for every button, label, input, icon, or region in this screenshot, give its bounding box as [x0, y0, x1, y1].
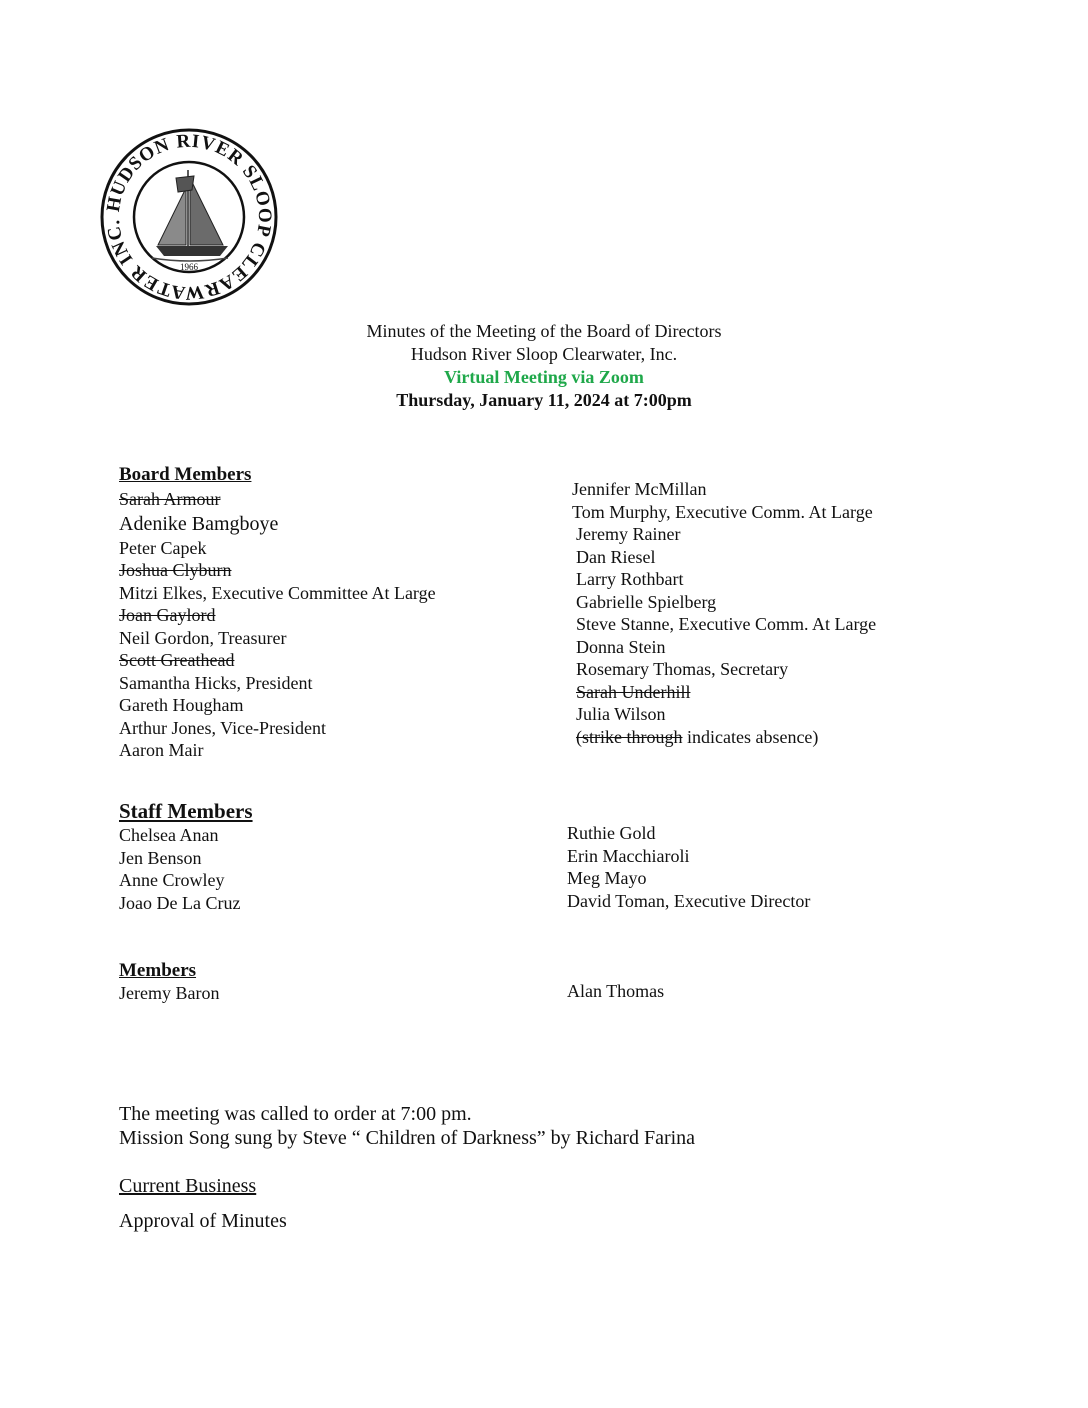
list-item: Anne Crowley — [119, 870, 225, 890]
staff-list-right — [567, 822, 810, 912]
list-item: Gabrielle Spielberg — [576, 591, 717, 612]
list-item: Meg Mayo — [567, 868, 647, 888]
members-heading: Members — [119, 960, 197, 981]
list-item: Joan Gaylord — [119, 605, 216, 625]
list-item: Erin Macchiaroli — [567, 845, 690, 866]
list-item: Aaron Mair — [119, 740, 204, 760]
list-item: Jeremy Baron — [119, 983, 220, 1003]
board-members-heading: Board Members — [119, 464, 252, 485]
absence-legend — [572, 726, 876, 749]
current-business-heading: Current Business — [119, 1175, 257, 1197]
list-item: Donna Stein — [576, 636, 666, 657]
list-item: Sarah Underhill — [576, 681, 691, 702]
staff-list-left — [119, 824, 240, 914]
list-item: Tom Murphy, Executive Comm. At Large — [572, 501, 873, 522]
absence-legend-rest: indicates absence) — [682, 726, 819, 747]
mission-song: Mission Song sung by Steve “ Children of Darkness” by Richard Farina — [119, 1127, 696, 1149]
list-item: Neil Gordon, Treasurer — [119, 627, 287, 648]
list-item: Dan Riesel — [576, 546, 656, 567]
approval-of-minutes: Approval of Minutes — [119, 1210, 287, 1232]
list-item: Samantha Hicks, President — [119, 672, 313, 693]
list-item: Peter Capek — [119, 537, 207, 558]
list-item: Jen Benson — [119, 847, 202, 868]
list-item: Scott Greathead — [119, 650, 235, 670]
staff-members-heading: Staff Members — [119, 799, 253, 823]
list-item: Alan Thomas — [567, 981, 665, 1001]
svg-text:HUDSON RIVER SLOOP CLEARWATER — [103, 131, 275, 304]
list-item: Chelsea Anan — [119, 825, 219, 845]
board-list-right — [572, 478, 876, 748]
list-item: Joshua Clyburn — [119, 560, 232, 580]
list-item: Larry Rothbart — [576, 569, 684, 589]
list-item: Jeremy Rainer — [576, 524, 681, 544]
logo-year: 1966 — [180, 262, 198, 272]
list-item: Arthur Jones, Vice-President — [119, 717, 327, 738]
meeting-date: Thursday, January 11, 2024 at 7:00pm — [396, 390, 692, 410]
list-item: Gareth Hougham — [119, 695, 244, 715]
board-list-left — [119, 488, 436, 762]
list-item: Adenike Bamgboye — [119, 512, 279, 535]
list-item: Joao De La Cruz — [119, 892, 241, 913]
doc-title-line1: Minutes of the Meeting of the Board of Directors — [366, 321, 722, 341]
list-item: David Toman, Executive Director — [567, 890, 811, 911]
call-to-order: The meeting was called to order at 7:00 pm. — [119, 1103, 472, 1125]
list-item: Rosemary Thomas, Secretary — [576, 659, 789, 679]
meeting-format: Virtual Meeting via Zoom — [444, 367, 644, 387]
list-item: Jennifer McMillan — [572, 479, 707, 499]
list-item: Steve Stanne, Executive Comm. At Large — [576, 614, 877, 634]
absence-legend-struck: (strike through — [576, 726, 683, 747]
list-item: Julia Wilson — [576, 704, 666, 724]
list-item: Mitzi Elkes, Executive Committee At Large — [119, 582, 436, 603]
list-item: Ruthie Gold — [567, 823, 656, 843]
doc-title-line2: Hudson River Sloop Clearwater, Inc. — [410, 344, 678, 364]
logo-ring-text: HUDSON RIVER SLOOP CLEARWATER INC. — [102, 130, 276, 304]
sloop-icon — [152, 170, 228, 261]
list-item: Sarah Armour — [119, 489, 221, 509]
clearwater-logo — [100, 128, 278, 306]
